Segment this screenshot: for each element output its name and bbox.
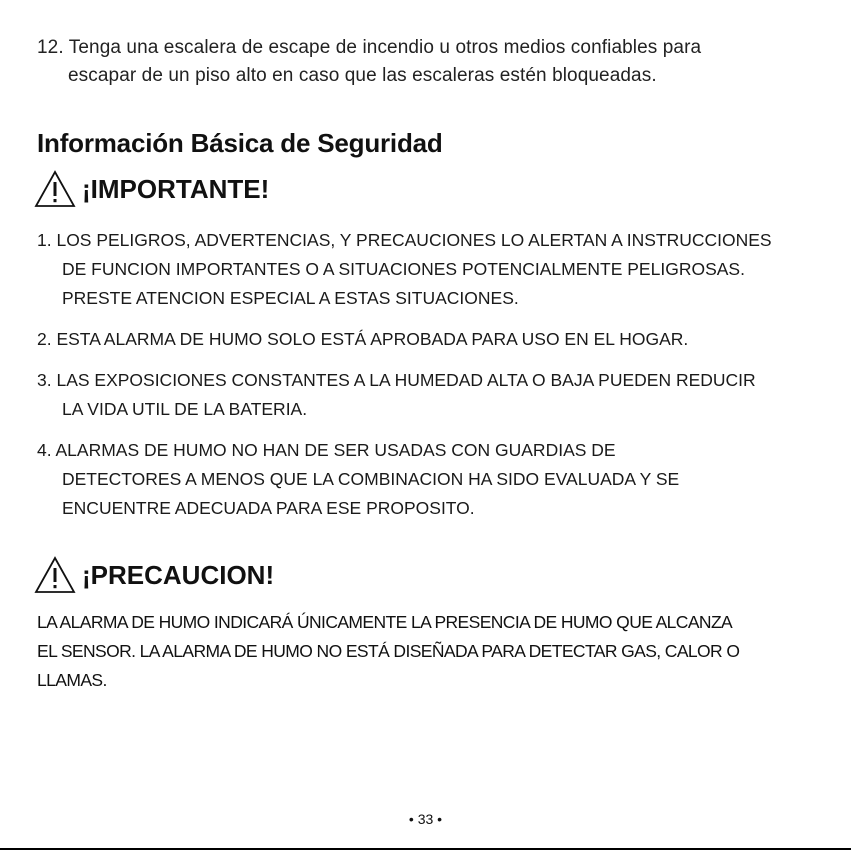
list-item-line: 2. ESTA ALARMA DE HUMO SOLO ESTÁ APROBADA PARA USO EN EL HOGAR. <box>37 329 689 349</box>
list-item <box>37 226 827 313</box>
list-item-line: LA VIDA UTIL DE LA BATERIA. <box>62 399 308 419</box>
list-item-line: PRESTE ATENCION ESPECIAL A ESTAS SITUACIONES. <box>62 288 519 308</box>
caution-line: LLAMAS. <box>37 670 107 690</box>
list-item-line: 4. ALARMAS DE HUMO NO HAN DE SER USADAS CON GUARDIAS DE <box>37 440 616 460</box>
important-heading <box>34 170 269 208</box>
list-item-line: DE FUNCION IMPORTANTES O A SITUACIONES POTENCIALMENTE PELIGROSAS. <box>62 259 745 279</box>
list-item <box>37 436 827 523</box>
caution-heading-text: ¡PRECAUCION! <box>82 559 275 590</box>
caution-paragraph <box>37 608 827 695</box>
caution-line: EL SENSOR. LA ALARMA DE HUMO NO ESTÁ DISEÑADA PARA DETECTAR GAS, CALOR O <box>37 641 740 661</box>
warning-triangle-icon <box>34 170 76 208</box>
intro-item-line-2: escapar de un piso alto en caso que las escaleras estén bloqueadas. <box>68 65 657 86</box>
intro-item-number: 12. <box>37 37 64 58</box>
important-list <box>37 226 827 535</box>
caution-line: LA ALARMA DE HUMO INDICARÁ ÚNICAMENTE LA PRESENCIA DE HUMO QUE ALCANZA <box>37 612 733 632</box>
list-item-line: 1. LOS PELIGROS, ADVERTENCIAS, Y PRECAUCIONES LO ALERTAN A INSTRUCCIONES <box>37 230 772 250</box>
list-item-line: 3. LAS EXPOSICIONES CONSTANTES A LA HUMEDAD ALTA O BAJA PUEDEN REDUCIR <box>37 370 756 390</box>
caution-heading <box>34 556 274 594</box>
important-heading-text: ¡IMPORTANTE! <box>82 173 270 204</box>
bottom-divider <box>0 848 851 850</box>
section-title: Información Básica de Seguridad <box>37 128 443 158</box>
intro-list-item <box>37 34 827 90</box>
page-number: • 33 • <box>408 811 443 827</box>
warning-triangle-icon <box>34 556 76 594</box>
list-item <box>37 325 827 354</box>
list-item-line: DETECTORES A MENOS QUE LA COMBINACION HA SIDO EVALUADA Y SE <box>62 469 680 489</box>
intro-item-line-1: Tenga una escalera de escape de incendio u otros medios confiables para <box>68 37 702 58</box>
list-item-line: ENCUENTRE ADECUADA PARA ESE PROPOSITO. <box>62 498 475 518</box>
list-item <box>37 366 827 424</box>
